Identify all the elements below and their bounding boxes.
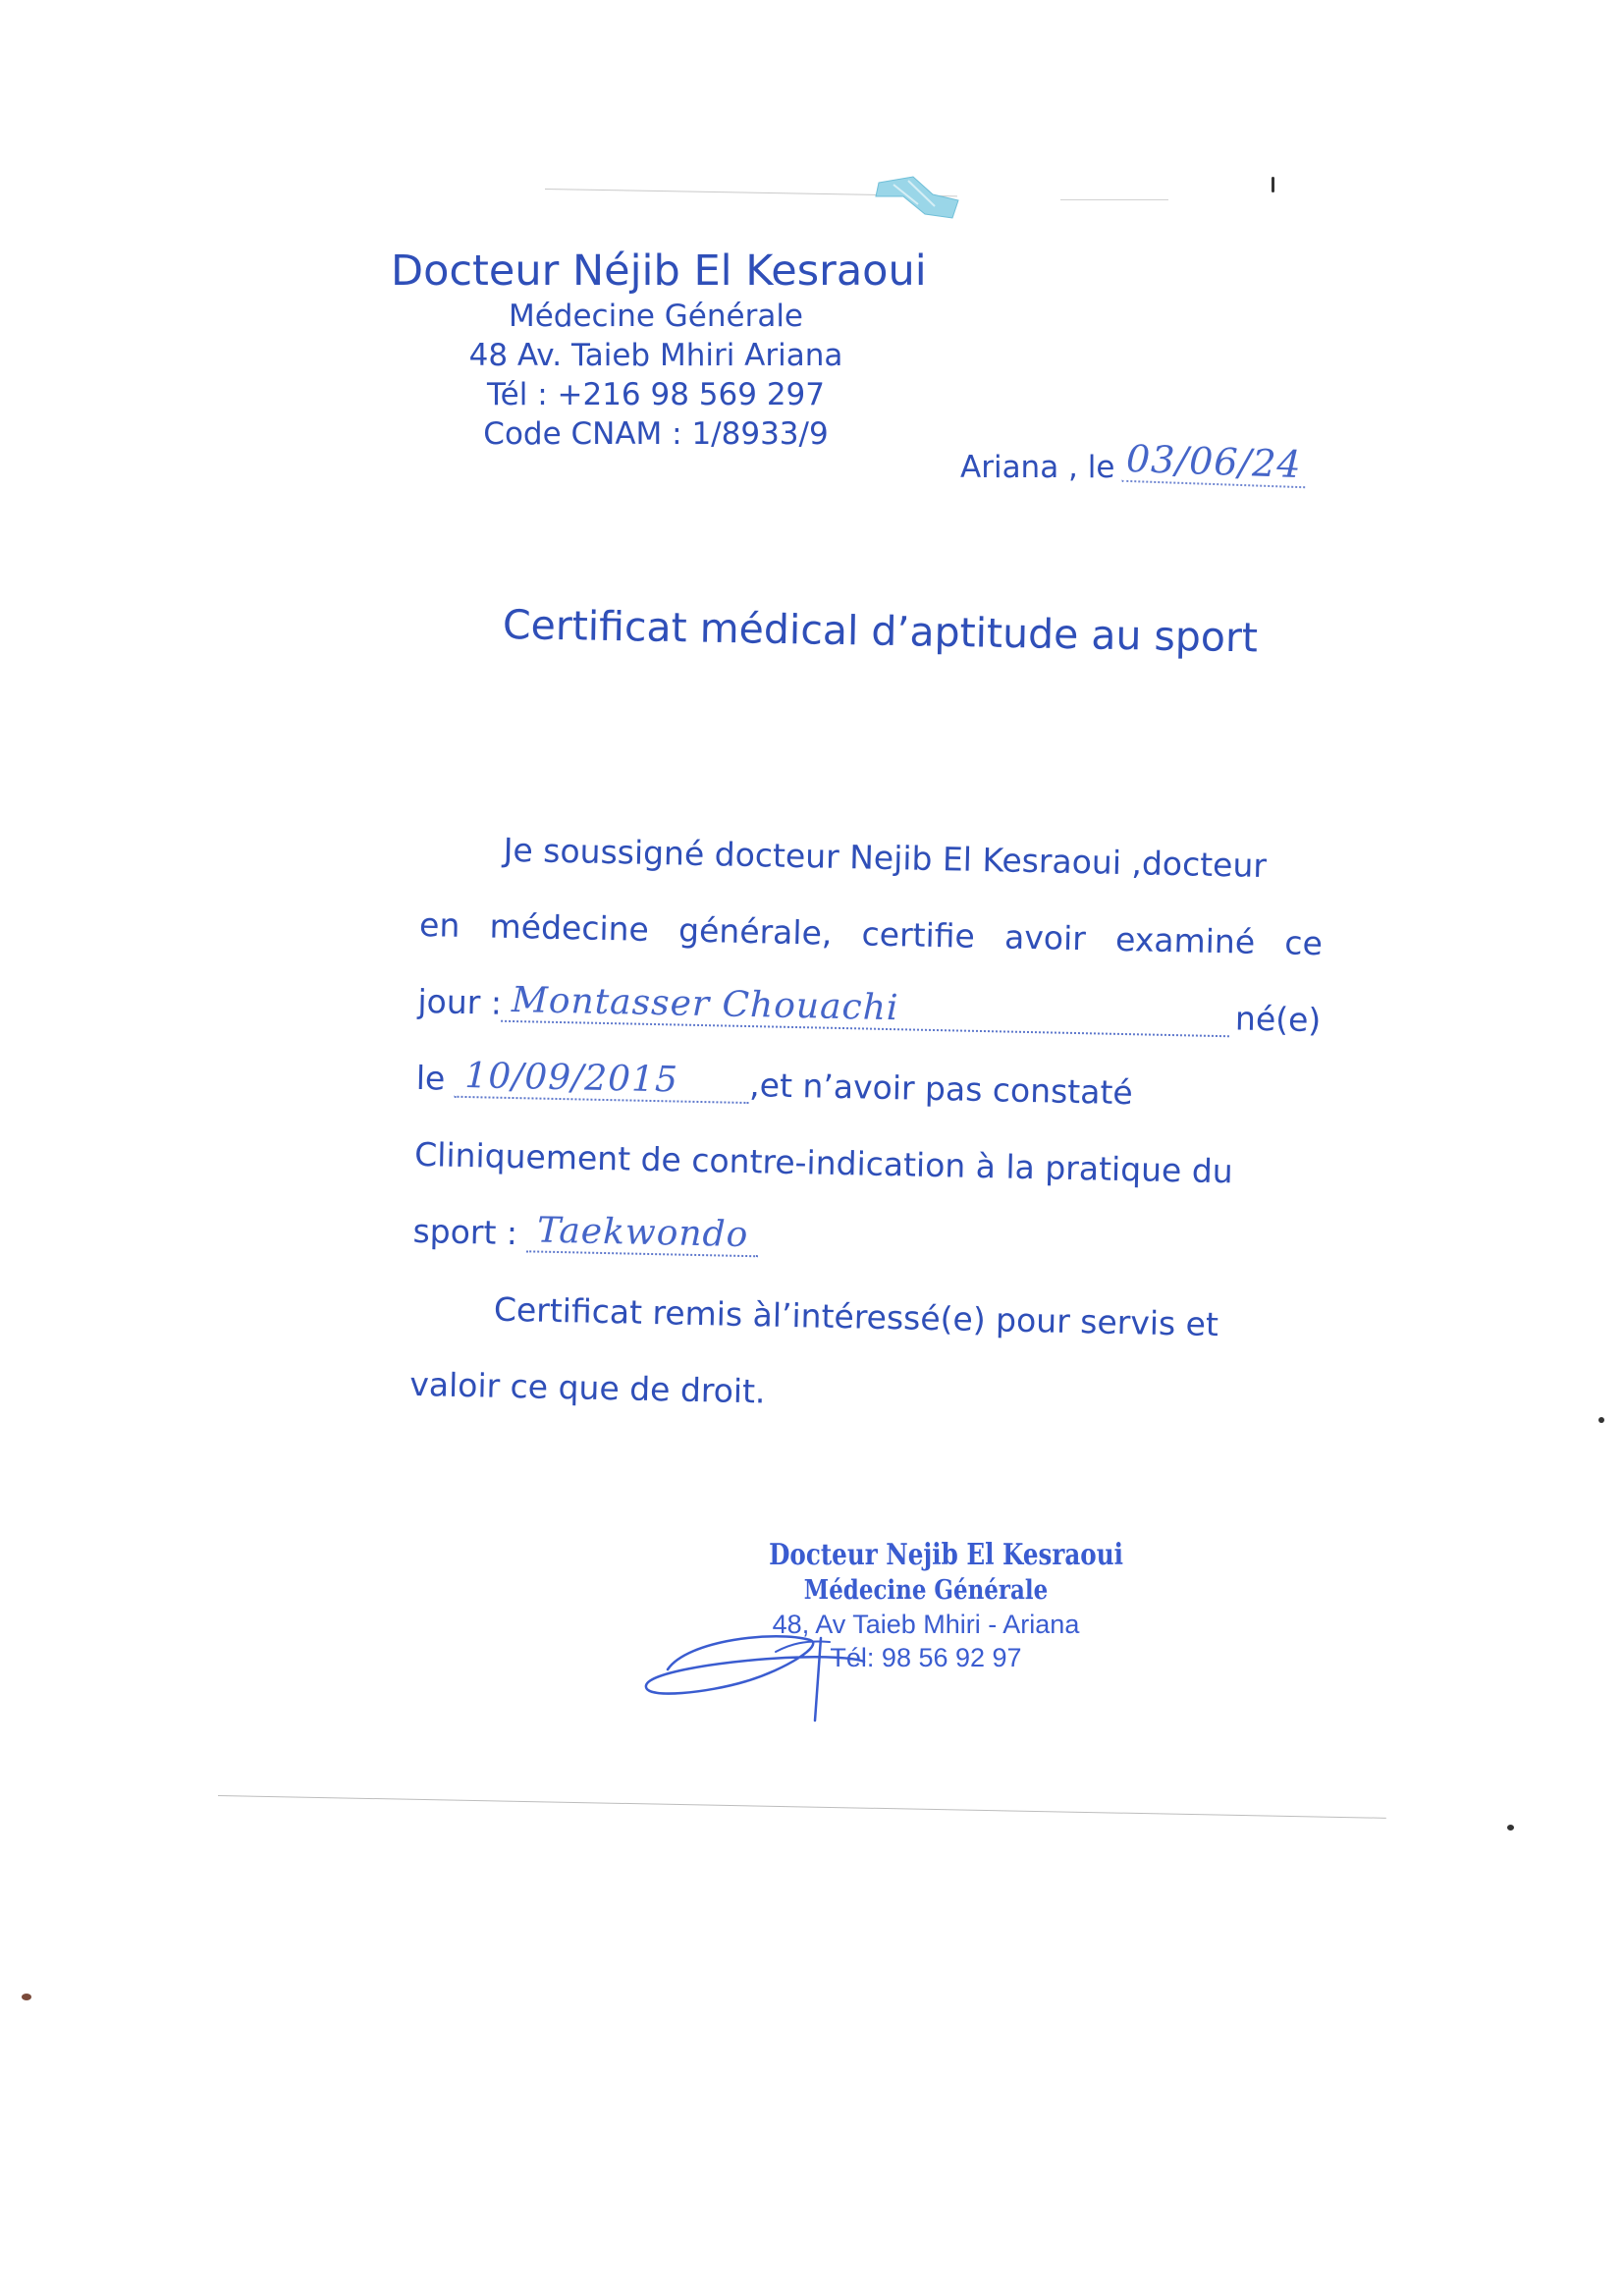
letterhead-address: 48 Av. Taieb Mhiri Ariana [468,338,843,373]
letterhead [391,246,927,454]
top-divider-line-right [1060,199,1168,200]
le-label: le [415,1058,446,1098]
place-label: Ariana , le [960,450,1115,485]
ne-label: né(e) [1234,999,1322,1040]
body-line-7-text: Certificat remis àl’intéressé(e) pour servis et [493,1289,1219,1344]
stamp-specialty: Médecine Générale [803,1575,1049,1606]
signature-icon [628,1601,923,1728]
letterhead-specialty: Médecine Générale [508,299,804,334]
handwritten-date: 03/06/24 [1122,437,1307,488]
body-line-8-text: valoir ce que de droit. [408,1364,766,1411]
place-date [960,436,1306,487]
body-line-1-text: Je soussigné docteur Nejib El Kesraoui ,docteur [503,830,1268,886]
patient-name-field: Montasser Chouachi [502,980,1230,1038]
body-line-2-word: avoir [1003,917,1087,958]
ink-speck [22,1994,31,2000]
tape-fragment-icon [874,175,962,220]
stamp-address: 48, Av Taieb Mhiri - Ariana [772,1610,1080,1639]
jour-label: jour : [417,981,503,1022]
body-line-2-word: certifie [861,914,976,956]
body-line-2-word: en [418,904,460,945]
stamp-doctor-name: Docteur Nejib El Kesraoui [769,1538,1123,1572]
sport-label: sport : [412,1211,518,1253]
stamp-phone: Tél: 98 56 92 97 [830,1643,1022,1672]
body-line-2-word: examiné [1114,919,1256,961]
birth-date-field: 10/09/2015 [455,1056,750,1104]
bottom-divider-line [218,1795,1386,1819]
sport-field: Taekwondo [527,1210,759,1257]
after-date-text: ,et n’avoir pas constaté [748,1066,1134,1113]
ink-speck [1598,1417,1604,1423]
ink-speck [1272,177,1274,192]
body-line-5-text: Cliniquement de contre-indication à la pratique du [413,1134,1234,1191]
ink-speck [1507,1825,1514,1831]
body-line-2-word: générale, [677,910,833,953]
certificate-title: Certificat médical d’aptitude au sport [502,601,1259,662]
certificate-body [409,791,1326,1422]
letterhead-doctor-name: Docteur Néjib El Kesraoui [391,246,927,296]
letterhead-phone: Tél : +216 98 569 297 [487,377,825,412]
body-line-2-word: ce [1284,923,1324,963]
body-line-2-word: médecine [489,906,650,949]
letterhead-cnam-code: Code CNAM : 1/8933/9 [483,416,829,452]
